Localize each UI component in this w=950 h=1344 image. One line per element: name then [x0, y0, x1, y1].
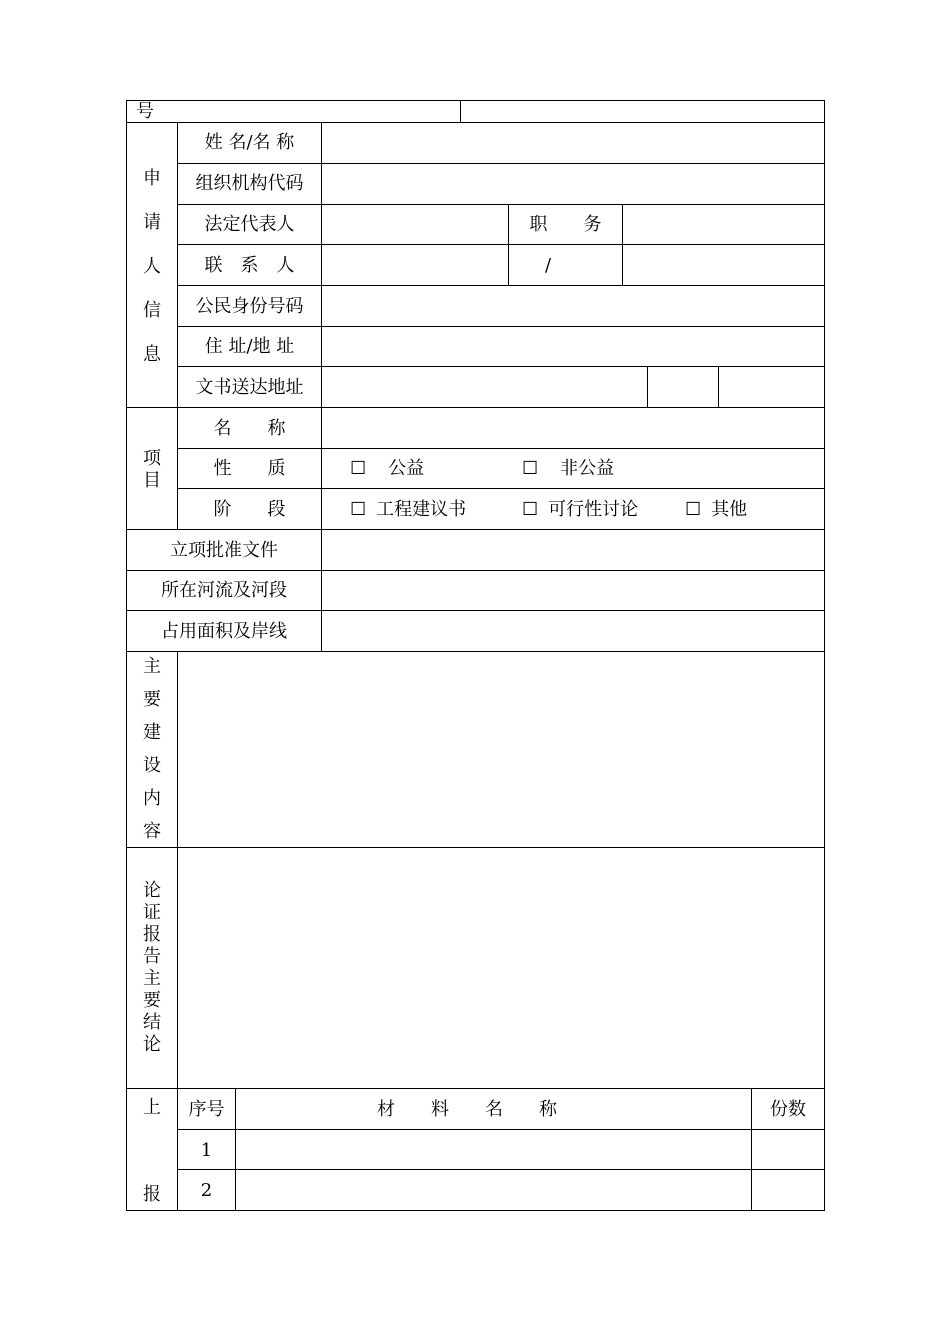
- river-label: 所在河流及河段: [161, 580, 287, 601]
- materials-header-count: 份数: [770, 1099, 806, 1120]
- materials-section-bottom: 报: [143, 1184, 161, 1205]
- checkbox-icon: ☐: [522, 499, 539, 520]
- materials-section-top: 上: [143, 1097, 161, 1118]
- project-name-field[interactable]: [323, 409, 823, 447]
- materials-row-count-field[interactable]: [753, 1131, 823, 1168]
- legal-rep-field[interactable]: [323, 206, 507, 243]
- number-value-field[interactable]: [462, 101, 823, 122]
- project-name-label: 名 称: [213, 418, 286, 439]
- approval-doc-label: 立项批准文件: [170, 540, 278, 561]
- construction-content-field[interactable]: [179, 653, 823, 846]
- applicant-section-label: 申 请 人 信 息: [143, 168, 161, 365]
- materials-row-name-field[interactable]: [237, 1131, 750, 1168]
- doc-address-label: 文书送达地址: [195, 377, 304, 398]
- stage-option-other[interactable]: ☐ 其他: [685, 499, 748, 520]
- checkbox-icon: ☐: [685, 499, 702, 520]
- org-code-label: 组织机构代码: [195, 173, 304, 194]
- doc-address-field[interactable]: [323, 368, 646, 406]
- contact-phone-field[interactable]: [624, 246, 823, 284]
- stage-option-feasibility[interactable]: ☐ 可行性讨论: [522, 499, 639, 520]
- checkbox-icon: ☐: [350, 458, 367, 479]
- area-label: 占用面积及岸线: [161, 621, 287, 642]
- checkbox-icon: ☐: [522, 458, 539, 479]
- stage-label: 阶 段: [213, 499, 286, 520]
- materials-row-seq: 1: [200, 1140, 213, 1161]
- id-label: 公民身份号码: [195, 296, 304, 317]
- materials-header-seq: 序号: [188, 1099, 225, 1120]
- approval-doc-field[interactable]: [323, 531, 823, 569]
- contact-label: 联 系 人: [204, 255, 295, 276]
- materials-row-count-field[interactable]: [753, 1171, 823, 1209]
- legal-rep-label: 法定代表人: [204, 214, 295, 235]
- construction-content-label: 主 要 建 设 内 容: [143, 656, 161, 842]
- address-label: 住 址/地 址: [204, 336, 295, 357]
- contact-slash: /: [545, 255, 552, 276]
- postcode-label-cell: [649, 368, 717, 406]
- number-field[interactable]: [158, 101, 458, 122]
- conclusion-field[interactable]: [179, 849, 823, 1087]
- position-label: 职 务: [529, 214, 602, 235]
- materials-row-seq: 2: [200, 1180, 213, 1201]
- stage-option-proposal[interactable]: ☐ 工程建议书: [350, 499, 467, 520]
- nature-option-nonpublic[interactable]: ☐ 非公益: [522, 458, 615, 479]
- area-field[interactable]: [323, 612, 823, 650]
- contact-field[interactable]: [323, 246, 507, 284]
- project-section-label: 项 目: [143, 448, 161, 491]
- address-field[interactable]: [323, 328, 823, 365]
- conclusion-label: 论 证 报 告 主 要 结 论: [143, 880, 161, 1055]
- checkbox-icon: ☐: [350, 499, 367, 520]
- materials-header-name: 材 料 名 称: [377, 1099, 557, 1120]
- number-label: 号: [136, 101, 154, 122]
- name-label: 姓 名/名 称: [204, 132, 295, 153]
- name-field[interactable]: [323, 124, 823, 162]
- postcode-field[interactable]: [720, 368, 823, 406]
- materials-row-name-field[interactable]: [237, 1171, 750, 1209]
- id-field[interactable]: [323, 287, 823, 325]
- nature-option-public[interactable]: ☐ 公益: [350, 458, 425, 479]
- nature-label: 性 质: [213, 458, 286, 479]
- org-code-field[interactable]: [323, 165, 823, 203]
- river-field[interactable]: [323, 572, 823, 609]
- position-field[interactable]: [624, 206, 823, 243]
